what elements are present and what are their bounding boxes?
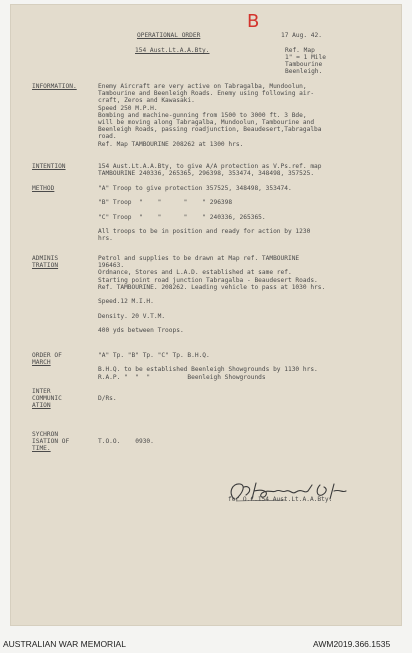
- body-line: Enemy Aircraft are very active on Tabragalba, Mundoolun,: [98, 83, 307, 90]
- body-line: road.: [98, 133, 117, 141]
- body-line: Bombing and machine-gunning from 1500 to 3000 ft. 3 Bde,: [98, 111, 307, 119]
- unit-name: 154 Aust.Lt.A.A.Bty.: [135, 47, 210, 54]
- body-line: Speed.12 M.I.H.: [98, 298, 154, 306]
- section-label: ORDER OF: [32, 352, 62, 359]
- body-line: will be moving along Tabragalba, Mundoolun, Tambourine and: [98, 119, 315, 126]
- body-line: Tambourine and Beenleigh Roads. Enemy using following air-: [98, 90, 315, 98]
- body-line: Density. 20 V.T.M.: [98, 312, 166, 320]
- section-label: ADMINIS: [32, 255, 59, 262]
- body-line: T.O.O. 0930.: [98, 438, 154, 445]
- body-line: R.A.P. " " " Beenleigh Showgrounds: [98, 373, 266, 381]
- ref-line: 1" = 1 Mile: [285, 54, 326, 61]
- order-title: OPERATIONAL ORDER: [137, 32, 201, 39]
- section-label: COMMUNIC: [32, 395, 62, 402]
- body-line: Ref. TAMBOURINE. 208262. Leading vehicle to pass at 1030 hrs.: [98, 283, 326, 291]
- body-line: Beenleigh Roads, passing roadjunction, Beaudesert,Tabragalba: [98, 126, 322, 134]
- body-line: Starting point road junction Tabragalba - Beaudesert Roads.: [98, 276, 318, 284]
- ref-line: Beenleigh.: [285, 68, 323, 75]
- body-line: 196463.: [98, 262, 125, 270]
- body-line: D/Rs.: [98, 395, 117, 403]
- body-line: Ref. Map TAMBOURINE 208262 at 1300 hrs.: [98, 140, 244, 148]
- body-line: B.H.Q. to be established Beenleigh Showgrounds by 1130 hrs.: [98, 366, 318, 374]
- section-label: ISATION OF: [32, 438, 70, 445]
- footer-accession: AWM2019.366.1535: [313, 639, 391, 649]
- section-label: INFORMATION.: [32, 83, 77, 90]
- body-line: 154 Aust.Lt.A.A.Bty, to give A/A protection as V.Ps.ref. map: [98, 163, 322, 170]
- footer-institution: AUSTRALIAN WAR MEMORIAL: [3, 639, 126, 649]
- signature-caption: for O.C.154 Aust.Lt.A.A.Bty.: [228, 496, 333, 503]
- body-line: "B" Troop " " " " 296398: [98, 199, 233, 207]
- body-line: Ordnance, Stores and L.A.D. established at same ref.: [98, 269, 292, 277]
- body-line: All troops to be in position and ready for action by 1230: [98, 228, 311, 236]
- body-line: craft, Zeros and Kawasaki.: [98, 97, 195, 105]
- section-label: TRATION: [32, 262, 59, 269]
- body-line: TAMBOURINE 240336, 265365, 296398, 353474, 348498, 357525.: [98, 170, 315, 178]
- footer-bar: [0, 636, 412, 653]
- section-label: TIME.: [32, 445, 51, 452]
- section-label: SYCHRON: [32, 431, 59, 438]
- section-label: ATION: [32, 402, 51, 409]
- body-line: "A" Troop to give protection 357525, 348498, 353474.: [98, 185, 292, 192]
- body-line: hrs.: [98, 235, 113, 243]
- section-label: METHOD: [32, 185, 55, 192]
- section-label: INTER: [32, 388, 51, 395]
- body-line: Petrol and supplies to be drawn at Map ref. TAMBOURINE: [98, 255, 300, 262]
- body-line: "C" Troop " " " " 240336, 265365.: [98, 213, 266, 221]
- ref-line: Tambourine: [285, 61, 323, 68]
- section-label: MARCH: [32, 359, 51, 366]
- section-label: INTENTION: [32, 163, 66, 170]
- body-line: Speed 250 M.P.H.: [98, 104, 158, 112]
- body-line: "A" Tp. "B" Tp. "C" Tp. B.H.Q.: [98, 352, 210, 359]
- handwritten-letter: B: [247, 11, 260, 32]
- order-date: 17 Aug. 42.: [281, 32, 322, 39]
- document-page: [11, 5, 401, 625]
- body-line: 400 yds between Troops.: [98, 327, 184, 334]
- ref-line: Ref. Map: [285, 47, 315, 54]
